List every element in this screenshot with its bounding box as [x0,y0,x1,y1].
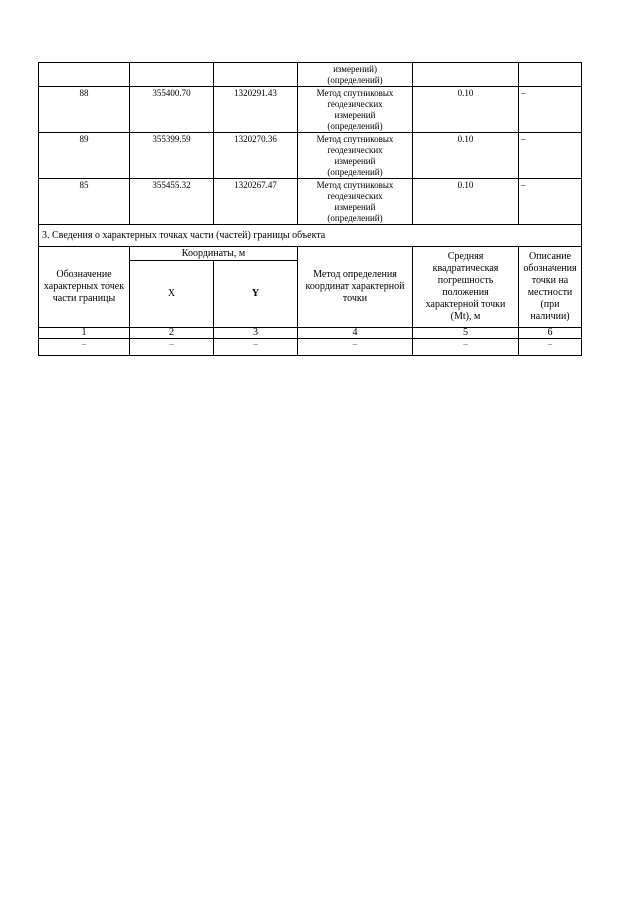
coord-y: 1320267.47 [214,179,298,225]
coord-x: 355400.70 [130,87,214,133]
description-cell [519,63,582,87]
coord-y: 1320270.36 [214,133,298,179]
table-row [39,87,582,133]
method-cell: измерений) (определений) [298,63,413,87]
table-row [39,133,582,179]
header-accuracy-text: Средняя квадратическая погрешность положения характерной точки (Mt), м [425,251,506,322]
accuracy-cell [413,63,519,87]
point-number: 88 [39,87,130,133]
boundary-points-table [38,62,582,356]
description-cell: – [519,179,582,225]
header-method: Метод определения координат характерной точки [298,247,413,328]
coord-x: 355399.59 [130,133,214,179]
method-cell: Метод спутниковых геодезических измерений (определений) [298,87,413,133]
header-coordinates: Координаты, м [130,247,298,261]
section-title-row [39,225,582,247]
column-number: 4 [298,328,413,339]
header-row [39,247,582,261]
header-designation: Обозначение характерных точек части границы [39,247,130,328]
point-number: 89 [39,133,130,179]
description-cell: – [519,133,582,179]
section-title: 3. Сведения о характерных точках части (частей) границы объекта [39,225,582,247]
column-number: 5 [413,328,519,339]
table-row [39,179,582,225]
accuracy-cell: 0.10 [413,133,519,179]
point-number [39,63,130,87]
empty-cell: – [130,339,214,356]
accuracy-cell: 0.10 [413,87,519,133]
column-number: 3 [214,328,298,339]
coord-y: 1320291.43 [214,87,298,133]
header-description: Описание обозначения точки на местности (при наличии) [519,247,582,328]
point-number: 85 [39,179,130,225]
method-cell: Метод спутниковых геодезических измерений (определений) [298,133,413,179]
coord-x: 355455.32 [130,179,214,225]
empty-cell: – [298,339,413,356]
empty-cell: – [214,339,298,356]
empty-cell: – [39,339,130,356]
header-x: X [130,261,214,328]
header-accuracy [413,247,519,328]
method-cell: Метод спутниковых геодезических измерений (определений) [298,179,413,225]
coord-x [130,63,214,87]
empty-cell: – [413,339,519,356]
accuracy-cell: 0.10 [413,179,519,225]
column-number: 2 [130,328,214,339]
column-number: 6 [519,328,582,339]
table-row [39,63,582,87]
header-y: Y [214,261,298,328]
table-row [39,339,582,356]
empty-cell: – [519,339,582,356]
coord-y [214,63,298,87]
column-numbers-row [39,328,582,339]
column-number: 1 [39,328,130,339]
description-cell: – [519,87,582,133]
